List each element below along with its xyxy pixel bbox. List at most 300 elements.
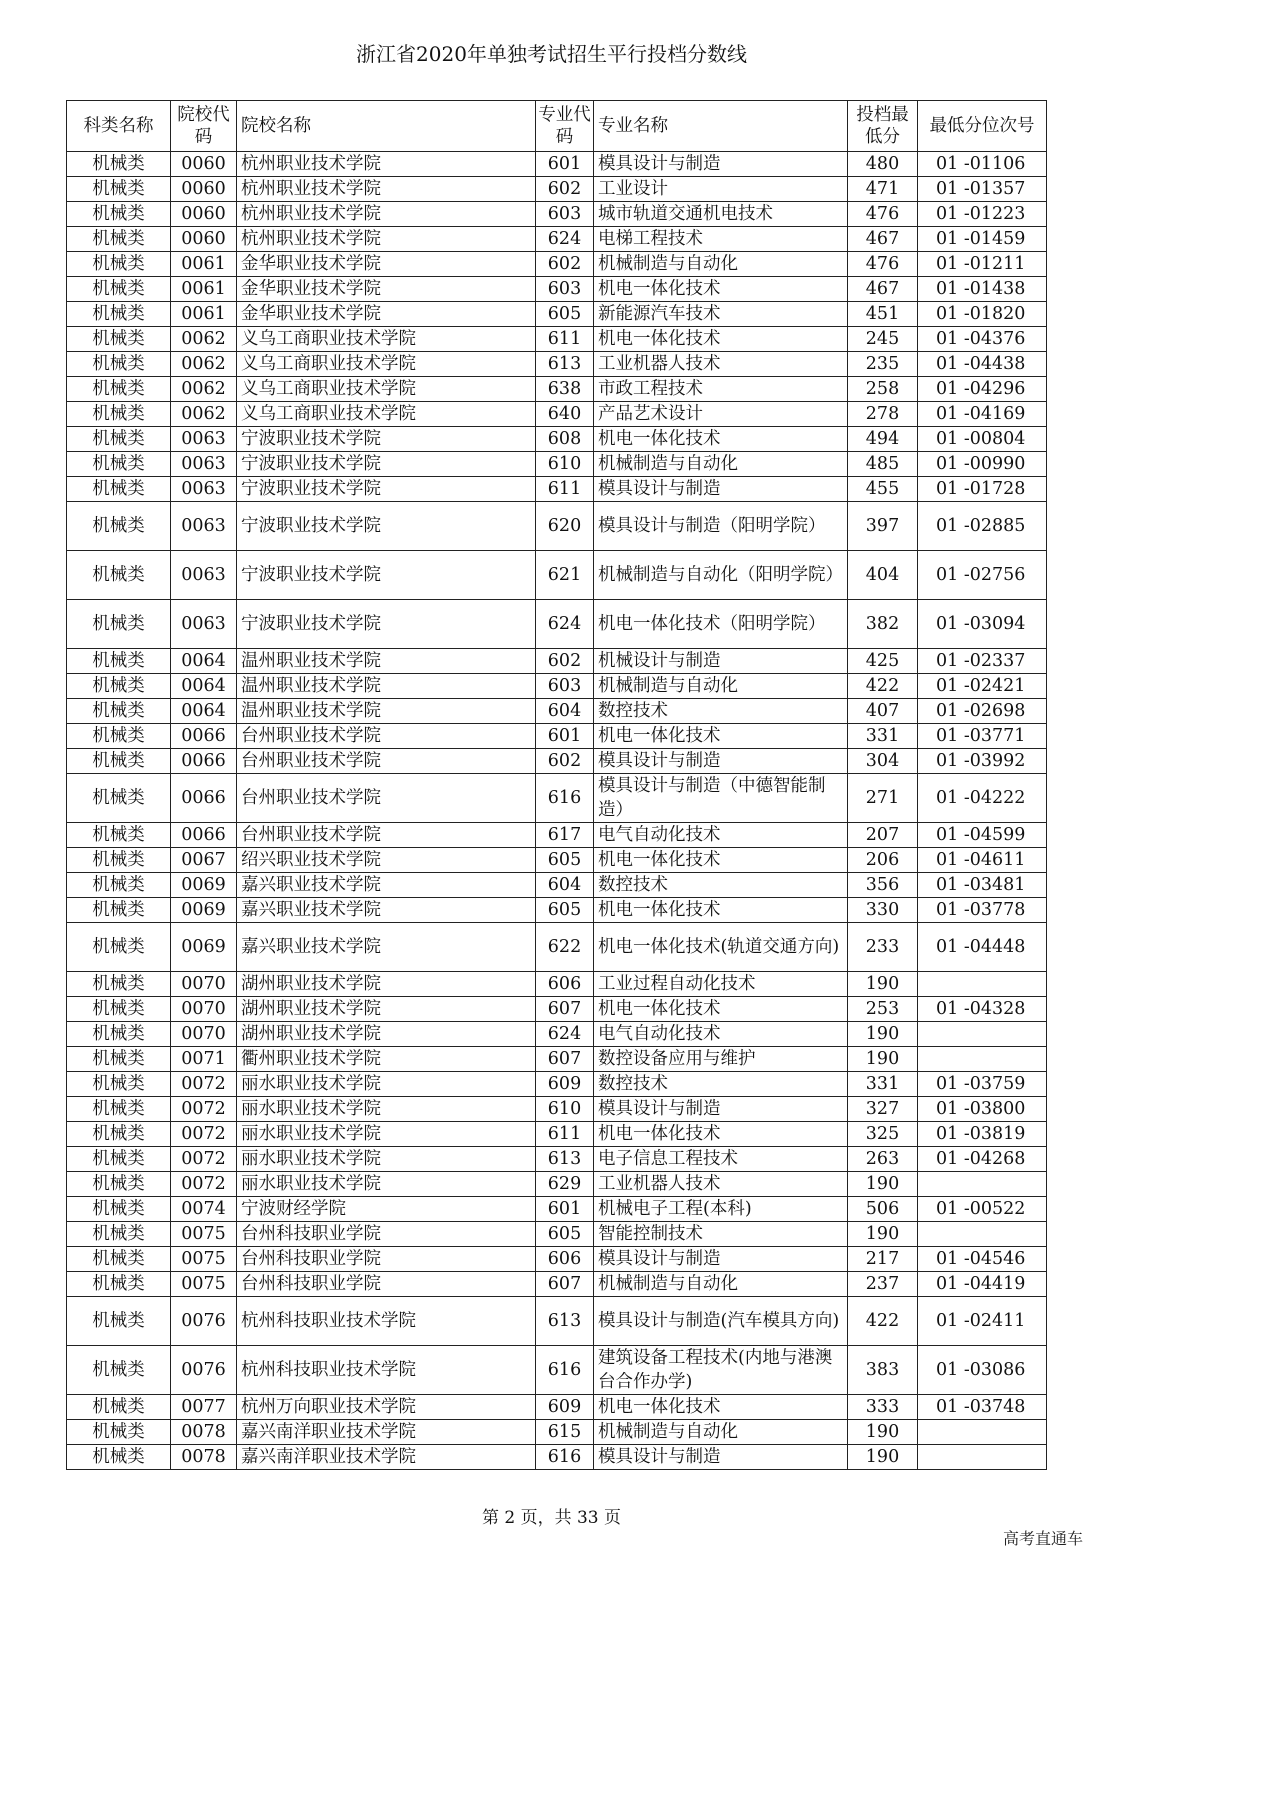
cell-school-code: 0061 [171, 252, 237, 277]
cell-min-rank [918, 1420, 1047, 1445]
cell-school-code: 0077 [171, 1395, 237, 1420]
cell-school-code: 0063 [171, 452, 237, 477]
cell-school-code: 0069 [171, 923, 237, 972]
cell-school-name: 温州职业技术学院 [237, 649, 536, 674]
cell-school-name: 宁波职业技术学院 [237, 551, 536, 600]
cell-category: 机械类 [67, 699, 171, 724]
cell-school-name: 杭州科技职业技术学院 [237, 1346, 536, 1395]
table-row [67, 649, 1047, 674]
cell-min-rank [918, 972, 1047, 997]
cell-min-score: 451 [848, 302, 918, 327]
cell-major-code: 602 [536, 749, 594, 774]
cell-category: 机械类 [67, 252, 171, 277]
table-row [67, 848, 1047, 873]
cell-major-name: 数控技术 [594, 699, 848, 724]
cell-min-rank: 01 -03094 [918, 600, 1047, 649]
cell-major-name: 机电一体化技术（阳明学院） [594, 600, 848, 649]
cell-school-name: 杭州职业技术学院 [237, 177, 536, 202]
cell-major-code: 604 [536, 699, 594, 724]
cell-major-code: 610 [536, 452, 594, 477]
cell-major-code: 616 [536, 1445, 594, 1470]
cell-min-rank: 01 -04419 [918, 1272, 1047, 1297]
cell-major-code: 602 [536, 649, 594, 674]
cell-category: 机械类 [67, 1072, 171, 1097]
cell-min-score: 206 [848, 848, 918, 873]
cell-min-score: 190 [848, 1047, 918, 1072]
cell-min-rank: 01 -04222 [918, 774, 1047, 823]
cell-major-name: 模具设计与制造 [594, 1247, 848, 1272]
cell-category: 机械类 [67, 1395, 171, 1420]
table-row [67, 1420, 1047, 1445]
table-row [67, 1022, 1047, 1047]
cell-school-name: 嘉兴南洋职业技术学院 [237, 1420, 536, 1445]
cell-min-rank: 01 -03771 [918, 724, 1047, 749]
table-row [67, 252, 1047, 277]
cell-major-code: 605 [536, 848, 594, 873]
cell-min-score: 278 [848, 402, 918, 427]
cell-category: 机械类 [67, 1197, 171, 1222]
cell-min-rank: 01 -02885 [918, 502, 1047, 551]
cell-min-score: 237 [848, 1272, 918, 1297]
cell-school-name: 杭州科技职业技术学院 [237, 1297, 536, 1346]
cell-school-name: 杭州万向职业技术学院 [237, 1395, 536, 1420]
cell-major-code: 606 [536, 972, 594, 997]
cell-min-score: 190 [848, 1445, 918, 1470]
cell-min-rank: 01 -00990 [918, 452, 1047, 477]
cell-major-code: 611 [536, 1122, 594, 1147]
cell-category: 机械类 [67, 452, 171, 477]
table-row [67, 152, 1047, 177]
cell-major-code: 640 [536, 402, 594, 427]
header-major-code: 专业代码 [536, 101, 594, 152]
cell-min-rank [918, 1172, 1047, 1197]
cell-major-name: 工业机器人技术 [594, 352, 848, 377]
cell-school-code: 0061 [171, 277, 237, 302]
cell-major-code: 624 [536, 1022, 594, 1047]
cell-min-rank: 01 -01820 [918, 302, 1047, 327]
cell-min-score: 480 [848, 152, 918, 177]
cell-school-name: 丽水职业技术学院 [237, 1122, 536, 1147]
cell-min-rank: 01 -02698 [918, 699, 1047, 724]
cell-major-name: 数控技术 [594, 1072, 848, 1097]
cell-major-code: 613 [536, 1147, 594, 1172]
table-row [67, 277, 1047, 302]
cell-school-name: 宁波职业技术学院 [237, 600, 536, 649]
cell-min-score: 304 [848, 749, 918, 774]
cell-school-name: 嘉兴职业技术学院 [237, 873, 536, 898]
cell-major-name: 城市轨道交通机电技术 [594, 202, 848, 227]
cell-min-score: 422 [848, 1297, 918, 1346]
cell-min-rank: 01 -04296 [918, 377, 1047, 402]
cell-major-code: 609 [536, 1072, 594, 1097]
cell-school-name: 台州职业技术学院 [237, 823, 536, 848]
table-row [67, 352, 1047, 377]
cell-min-score: 485 [848, 452, 918, 477]
cell-category: 机械类 [67, 202, 171, 227]
table-row [67, 1072, 1047, 1097]
cell-min-rank: 01 -04599 [918, 823, 1047, 848]
cell-major-name: 模具设计与制造 [594, 152, 848, 177]
cell-min-score: 190 [848, 1420, 918, 1445]
cell-category: 机械类 [67, 177, 171, 202]
cell-min-score: 331 [848, 1072, 918, 1097]
cell-min-rank: 01 -04376 [918, 327, 1047, 352]
cell-category: 机械类 [67, 600, 171, 649]
cell-category: 机械类 [67, 227, 171, 252]
cell-school-name: 金华职业技术学院 [237, 302, 536, 327]
header-min-score: 投档最低分 [848, 101, 918, 152]
table-row [67, 1197, 1047, 1222]
cell-school-name: 金华职业技术学院 [237, 277, 536, 302]
cell-min-rank: 01 -03800 [918, 1097, 1047, 1122]
cell-school-code: 0062 [171, 352, 237, 377]
cell-major-name: 机械制造与自动化 [594, 674, 848, 699]
cell-school-name: 宁波职业技术学院 [237, 452, 536, 477]
cell-min-rank [918, 1445, 1047, 1470]
cell-min-score: 356 [848, 873, 918, 898]
cell-major-code: 605 [536, 302, 594, 327]
cell-category: 机械类 [67, 923, 171, 972]
cell-major-name: 数控设备应用与维护 [594, 1047, 848, 1072]
cell-min-rank: 01 -04611 [918, 848, 1047, 873]
cell-school-name: 丽水职业技术学院 [237, 1097, 536, 1122]
table-row [67, 674, 1047, 699]
cell-major-name: 工业过程自动化技术 [594, 972, 848, 997]
cell-major-name: 机械制造与自动化（阳明学院） [594, 551, 848, 600]
cell-major-name: 工业设计 [594, 177, 848, 202]
cell-major-name: 模具设计与制造 [594, 749, 848, 774]
cell-category: 机械类 [67, 1247, 171, 1272]
cell-major-code: 603 [536, 277, 594, 302]
cell-school-name: 台州科技职业学院 [237, 1272, 536, 1297]
cell-school-code: 0062 [171, 327, 237, 352]
cell-major-name: 模具设计与制造 [594, 1445, 848, 1470]
table-row [67, 227, 1047, 252]
cell-category: 机械类 [67, 774, 171, 823]
cell-major-code: 622 [536, 923, 594, 972]
cell-category: 机械类 [67, 848, 171, 873]
cell-category: 机械类 [67, 277, 171, 302]
cell-school-name: 嘉兴南洋职业技术学院 [237, 1445, 536, 1470]
cell-category: 机械类 [67, 972, 171, 997]
cell-school-name: 湖州职业技术学院 [237, 972, 536, 997]
cell-school-name: 湖州职业技术学院 [237, 1022, 536, 1047]
cell-major-name: 工业机器人技术 [594, 1172, 848, 1197]
cell-major-name: 模具设计与制造(汽车模具方向) [594, 1297, 848, 1346]
cell-category: 机械类 [67, 1272, 171, 1297]
cell-school-code: 0063 [171, 502, 237, 551]
cell-school-name: 衢州职业技术学院 [237, 1047, 536, 1072]
cell-major-name: 建筑设备工程技术(内地与港澳台合作办学) [594, 1346, 848, 1395]
cell-school-code: 0061 [171, 302, 237, 327]
cell-school-code: 0069 [171, 898, 237, 923]
cell-major-code: 603 [536, 674, 594, 699]
table-row [67, 898, 1047, 923]
cell-min-rank: 01 -03748 [918, 1395, 1047, 1420]
table-row [67, 1122, 1047, 1147]
cell-school-name: 丽水职业技术学院 [237, 1172, 536, 1197]
cell-min-rank: 01 -03778 [918, 898, 1047, 923]
cell-major-code: 616 [536, 1346, 594, 1395]
watermark: 高考直通车 [1002, 1529, 1083, 1548]
cell-major-name: 电梯工程技术 [594, 227, 848, 252]
cell-min-score: 258 [848, 377, 918, 402]
cell-major-code: 602 [536, 177, 594, 202]
cell-min-rank: 01 -02411 [918, 1297, 1047, 1346]
table-row [67, 1047, 1047, 1072]
cell-min-rank: 01 -04546 [918, 1247, 1047, 1272]
cell-min-rank: 01 -00522 [918, 1197, 1047, 1222]
cell-category: 机械类 [67, 352, 171, 377]
cell-major-code: 603 [536, 202, 594, 227]
cell-category: 机械类 [67, 1172, 171, 1197]
cell-min-rank: 01 -01459 [918, 227, 1047, 252]
cell-min-score: 235 [848, 352, 918, 377]
cell-major-name: 机电一体化技术 [594, 1395, 848, 1420]
score-table [66, 100, 1047, 1470]
cell-category: 机械类 [67, 1445, 171, 1470]
cell-major-name: 机械设计与制造 [594, 649, 848, 674]
cell-school-code: 0064 [171, 649, 237, 674]
cell-school-name: 丽水职业技术学院 [237, 1072, 536, 1097]
cell-major-name: 机电一体化技术 [594, 427, 848, 452]
cell-category: 机械类 [67, 898, 171, 923]
cell-min-rank: 01 -03819 [918, 1122, 1047, 1147]
cell-school-code: 0064 [171, 674, 237, 699]
table-row [67, 302, 1047, 327]
cell-major-name: 电子信息工程技术 [594, 1147, 848, 1172]
table-row [67, 1172, 1047, 1197]
cell-school-name: 宁波财经学院 [237, 1197, 536, 1222]
cell-major-name: 市政工程技术 [594, 377, 848, 402]
cell-min-score: 217 [848, 1247, 918, 1272]
cell-major-name: 数控技术 [594, 873, 848, 898]
cell-school-code: 0066 [171, 774, 237, 823]
cell-school-code: 0069 [171, 873, 237, 898]
cell-school-name: 台州职业技术学院 [237, 724, 536, 749]
cell-min-score: 263 [848, 1147, 918, 1172]
cell-category: 机械类 [67, 1047, 171, 1072]
cell-school-code: 0072 [171, 1172, 237, 1197]
cell-major-name: 机械制造与自动化 [594, 1272, 848, 1297]
cell-min-rank: 01 -04169 [918, 402, 1047, 427]
cell-school-name: 嘉兴职业技术学院 [237, 898, 536, 923]
cell-major-name: 机电一体化技术 [594, 997, 848, 1022]
cell-min-rank: 01 -03481 [918, 873, 1047, 898]
cell-school-name: 宁波职业技术学院 [237, 502, 536, 551]
cell-major-name: 机电一体化技术 [594, 1122, 848, 1147]
cell-min-score: 425 [848, 649, 918, 674]
cell-min-rank: 01 -04438 [918, 352, 1047, 377]
table-row [67, 600, 1047, 649]
cell-major-name: 机电一体化技术(轨道交通方向) [594, 923, 848, 972]
cell-min-rank: 01 -02337 [918, 649, 1047, 674]
cell-school-code: 0066 [171, 823, 237, 848]
cell-major-name: 电气自动化技术 [594, 1022, 848, 1047]
cell-major-code: 601 [536, 152, 594, 177]
cell-category: 机械类 [67, 152, 171, 177]
table-row [67, 1445, 1047, 1470]
cell-school-name: 宁波职业技术学院 [237, 477, 536, 502]
cell-major-name: 智能控制技术 [594, 1222, 848, 1247]
cell-min-rank: 01 -01357 [918, 177, 1047, 202]
cell-category: 机械类 [67, 402, 171, 427]
cell-major-code: 629 [536, 1172, 594, 1197]
table-row [67, 1097, 1047, 1122]
table-row [67, 402, 1047, 427]
cell-major-name: 新能源汽车技术 [594, 302, 848, 327]
cell-major-name: 机电一体化技术 [594, 327, 848, 352]
cell-school-name: 台州职业技术学院 [237, 749, 536, 774]
cell-category: 机械类 [67, 724, 171, 749]
cell-school-name: 温州职业技术学院 [237, 674, 536, 699]
cell-school-code: 0063 [171, 551, 237, 600]
cell-min-rank [918, 1047, 1047, 1072]
cell-category: 机械类 [67, 1122, 171, 1147]
cell-school-code: 0072 [171, 1072, 237, 1097]
cell-min-score: 455 [848, 477, 918, 502]
cell-major-code: 607 [536, 1272, 594, 1297]
cell-min-rank: 01 -03086 [918, 1346, 1047, 1395]
cell-min-score: 467 [848, 227, 918, 252]
cell-min-score: 407 [848, 699, 918, 724]
cell-min-score: 382 [848, 600, 918, 649]
cell-school-code: 0070 [171, 1022, 237, 1047]
cell-school-code: 0075 [171, 1222, 237, 1247]
table-row [67, 427, 1047, 452]
cell-school-code: 0067 [171, 848, 237, 873]
cell-school-code: 0064 [171, 699, 237, 724]
cell-school-name: 嘉兴职业技术学院 [237, 923, 536, 972]
cell-min-rank: 01 -01106 [918, 152, 1047, 177]
cell-school-code: 0062 [171, 402, 237, 427]
cell-category: 机械类 [67, 1022, 171, 1047]
cell-min-score: 253 [848, 997, 918, 1022]
header-category: 科类名称 [67, 101, 171, 152]
cell-min-score: 397 [848, 502, 918, 551]
cell-min-score: 494 [848, 427, 918, 452]
page-footer: 第 2 页，共 33 页 [481, 1508, 622, 1528]
cell-school-code: 0066 [171, 749, 237, 774]
table-row [67, 327, 1047, 352]
cell-school-name: 义乌工商职业技术学院 [237, 402, 536, 427]
cell-category: 机械类 [67, 674, 171, 699]
cell-category: 机械类 [67, 477, 171, 502]
cell-major-code: 615 [536, 1420, 594, 1445]
cell-min-score: 506 [848, 1197, 918, 1222]
cell-school-code: 0063 [171, 477, 237, 502]
cell-min-rank: 01 -02756 [918, 551, 1047, 600]
cell-major-name: 机电一体化技术 [594, 277, 848, 302]
cell-school-name: 义乌工商职业技术学院 [237, 352, 536, 377]
cell-major-code: 621 [536, 551, 594, 600]
table-body [67, 152, 1047, 1470]
cell-school-name: 湖州职业技术学院 [237, 997, 536, 1022]
cell-min-score: 190 [848, 1172, 918, 1197]
cell-major-code: 607 [536, 1047, 594, 1072]
cell-min-score: 471 [848, 177, 918, 202]
cell-school-name: 台州科技职业学院 [237, 1222, 536, 1247]
cell-school-code: 0060 [171, 152, 237, 177]
cell-school-code: 0060 [171, 227, 237, 252]
cell-school-code: 0066 [171, 724, 237, 749]
cell-min-score: 271 [848, 774, 918, 823]
cell-min-rank: 01 -03992 [918, 749, 1047, 774]
cell-category: 机械类 [67, 502, 171, 551]
cell-school-code: 0072 [171, 1122, 237, 1147]
table-row [67, 1272, 1047, 1297]
cell-major-code: 611 [536, 477, 594, 502]
header-major-name: 专业名称 [594, 101, 848, 152]
cell-min-score: 190 [848, 972, 918, 997]
table-row [67, 1247, 1047, 1272]
cell-school-code: 0078 [171, 1445, 237, 1470]
cell-major-code: 602 [536, 252, 594, 277]
cell-major-name: 机电一体化技术 [594, 848, 848, 873]
cell-school-code: 0060 [171, 202, 237, 227]
cell-major-code: 620 [536, 502, 594, 551]
table-row [67, 1147, 1047, 1172]
cell-major-name: 机械制造与自动化 [594, 1420, 848, 1445]
table-row [67, 873, 1047, 898]
cell-category: 机械类 [67, 377, 171, 402]
cell-major-code: 613 [536, 352, 594, 377]
cell-major-code: 601 [536, 724, 594, 749]
cell-category: 机械类 [67, 1147, 171, 1172]
cell-min-rank: 01 -04448 [918, 923, 1047, 972]
cell-min-rank: 01 -01211 [918, 252, 1047, 277]
cell-min-score: 404 [848, 551, 918, 600]
table-row [67, 452, 1047, 477]
cell-school-code: 0062 [171, 377, 237, 402]
cell-major-name: 机电一体化技术 [594, 724, 848, 749]
cell-category: 机械类 [67, 1097, 171, 1122]
cell-category: 机械类 [67, 1297, 171, 1346]
cell-school-code: 0070 [171, 997, 237, 1022]
page-title: 浙江省2020年单独考试招生平行投档分数线 [356, 42, 747, 66]
table-row [67, 823, 1047, 848]
cell-school-code: 0071 [171, 1047, 237, 1072]
cell-min-rank: 01 -01223 [918, 202, 1047, 227]
cell-school-name: 台州科技职业学院 [237, 1247, 536, 1272]
cell-min-score: 476 [848, 202, 918, 227]
cell-min-score: 190 [848, 1022, 918, 1047]
cell-min-score: 325 [848, 1122, 918, 1147]
cell-major-name: 电气自动化技术 [594, 823, 848, 848]
table-row [67, 202, 1047, 227]
cell-min-score: 333 [848, 1395, 918, 1420]
table-row [67, 724, 1047, 749]
cell-major-code: 604 [536, 873, 594, 898]
cell-min-rank: 01 -01438 [918, 277, 1047, 302]
cell-category: 机械类 [67, 749, 171, 774]
table-row [67, 1222, 1047, 1247]
cell-min-score: 383 [848, 1346, 918, 1395]
cell-school-name: 金华职业技术学院 [237, 252, 536, 277]
cell-major-name: 模具设计与制造（阳明学院） [594, 502, 848, 551]
cell-school-code: 0063 [171, 600, 237, 649]
cell-major-code: 610 [536, 1097, 594, 1122]
cell-category: 机械类 [67, 551, 171, 600]
cell-school-name: 宁波职业技术学院 [237, 427, 536, 452]
table-row [67, 1395, 1047, 1420]
cell-major-code: 611 [536, 327, 594, 352]
table-row [67, 997, 1047, 1022]
cell-min-rank [918, 1222, 1047, 1247]
cell-major-name: 模具设计与制造（中德智能制造） [594, 774, 848, 823]
cell-min-rank: 01 -02421 [918, 674, 1047, 699]
cell-category: 机械类 [67, 649, 171, 674]
